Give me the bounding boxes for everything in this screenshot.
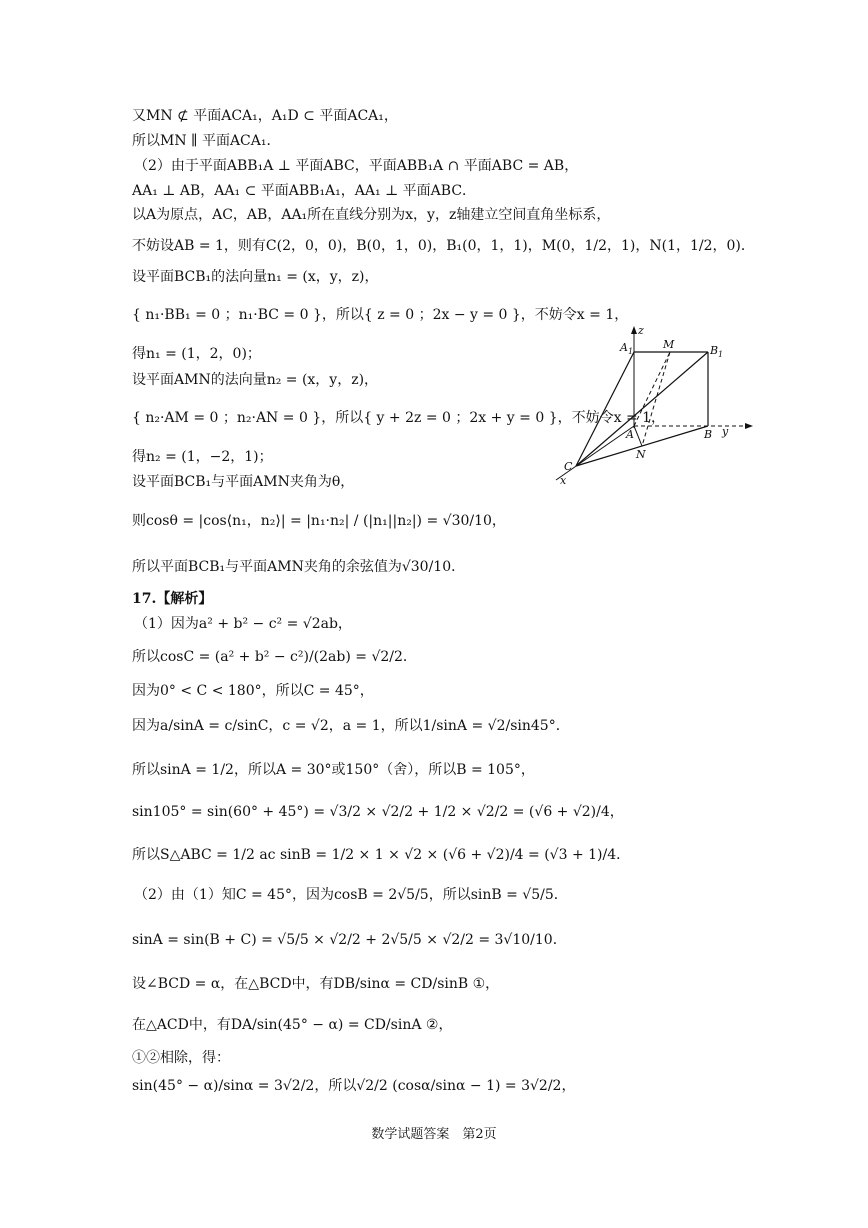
label-n: N bbox=[636, 448, 646, 461]
edge-a1-c bbox=[576, 352, 634, 466]
label-b1: B bbox=[710, 344, 719, 357]
text-line: （1）因为a² + b² − c² = √2ab， bbox=[134, 616, 352, 632]
text-line: AA₁ ⊥ AB，AA₁ ⊂ 平面ABB₁A₁，AA₁ ⊥ 平面ABC． bbox=[132, 183, 477, 199]
label-a1: A bbox=[620, 341, 628, 354]
text-line: （2）由（1）知C = 45°，因为cosB = 2√5/5，所以sinB = √5/5． bbox=[134, 887, 568, 903]
text-line: 所以sinA = 1/2，所以A = 30°或150°（舍），所以B = 105°， bbox=[132, 762, 535, 778]
text-line: 所以cosC = (a² + b² − c²)/(2ab) = √2/2． bbox=[132, 649, 417, 665]
text-line: 所以MN ∥ 平面ACA₁． bbox=[132, 133, 281, 149]
label-x: x bbox=[560, 474, 567, 487]
segment-m-n bbox=[642, 352, 670, 446]
text-line: 则cosθ = |cos⟨n₁，n₂⟩| = |n₁·n₂| / (|n₁||n₂|) = √30/10， bbox=[132, 513, 506, 529]
y-axis-arrow bbox=[745, 423, 753, 429]
text-line: sinA = sin(B + C) = √5/5 × √2/2 + 2√5/5 × √2/2 = 3√10/10． bbox=[132, 932, 567, 948]
prism-figure bbox=[548, 318, 758, 488]
text-line: { n₁·BB₁ = 0 ；n₁·BC = 0 }，所以{ z = 0 ；2x − y = 0 }，不妨令x = 1， bbox=[132, 307, 629, 323]
text-line: （2）由于平面ABB₁A ⊥ 平面ABC，平面ABB₁A ∩ 平面ABC = AB， bbox=[134, 158, 579, 174]
label-z: z bbox=[638, 324, 644, 337]
section-heading: 17.【解析】 bbox=[132, 591, 213, 607]
label-m: M bbox=[663, 338, 675, 351]
text-line: 又MN ⊄ 平面ACA₁，A₁D ⊂ 平面ACA₁， bbox=[132, 108, 398, 124]
text-line: 所以平面BCB₁与平面AMN夹角的余弦值为√30/10． bbox=[132, 559, 466, 575]
text-line: sin105° = sin(60° + 45°) = √3/2 × √2/2 + 1/2 × √2/2 = (√6 + √2)/4， bbox=[132, 804, 624, 820]
text-line: { n₂·AM = 0 ；n₂·AN = 0 }，所以{ y + 2z = 0 ；2x + y = 0 }，不妨令x = 1， bbox=[132, 410, 666, 426]
text-line: 设∠BCD = α，在△BCD中，有DB/sinα = CD/sinB ①， bbox=[132, 976, 500, 992]
label-a: A bbox=[626, 428, 634, 441]
z-axis-arrow bbox=[631, 326, 637, 334]
text-line: 不妨设AB = 1，则有C(2，0，0)，B(0，1，0)，B₁(0，1，1)，M(0，1/2，1)，N(1，1/2，0)． bbox=[132, 238, 755, 254]
text-line: 因为a/sinA = c/sinC，c = √2，a = 1，所以1/sinA = √2/sin45°． bbox=[132, 718, 570, 734]
label-c: C bbox=[564, 460, 573, 473]
text-line: 设平面AMN的法向量n₂ = (x，y，z)， bbox=[132, 372, 379, 388]
segment-a-n bbox=[634, 426, 642, 446]
label-a1-sub: 1 bbox=[628, 347, 634, 356]
text-line: 设平面BCB₁与平面AMN夹角为θ， bbox=[132, 474, 355, 490]
label-b1-sub: 1 bbox=[718, 350, 724, 359]
text-line: ①②相除，得： bbox=[132, 1050, 230, 1066]
text-line: sin(45° − α)/sinα = 3√2/2，所以√2/2 (cosα/sinα − 1) = 3√2/2， bbox=[132, 1078, 576, 1094]
text-line: 以A为原点，AC，AB，AA₁所在直线分别为x，y，z轴建立空间直角坐标系， bbox=[132, 207, 611, 223]
text-line: 设平面BCB₁的法向量n₁ = (x，y，z)， bbox=[132, 269, 379, 285]
text-line: 得n₁ = (1，2，0)； bbox=[132, 346, 261, 362]
label-b: B bbox=[704, 428, 713, 441]
text-line: 因为0° < C < 180°，所以C = 45°， bbox=[132, 683, 374, 699]
label-y: y bbox=[722, 425, 729, 438]
page-footer: 数学试题答案 第2页 bbox=[371, 1127, 497, 1142]
text-line: 所以S△ABC = 1/2 ac sinB = 1/2 × 1 × √2 × (√6 + √2)/4 = (√3 + 1)/4． bbox=[132, 847, 631, 863]
text-line: 得n₂ = (1，−2，1)； bbox=[132, 449, 273, 465]
text-line: 在△ACD中，有DA/sin(45° − α) = CD/sinA ②， bbox=[132, 1017, 453, 1033]
